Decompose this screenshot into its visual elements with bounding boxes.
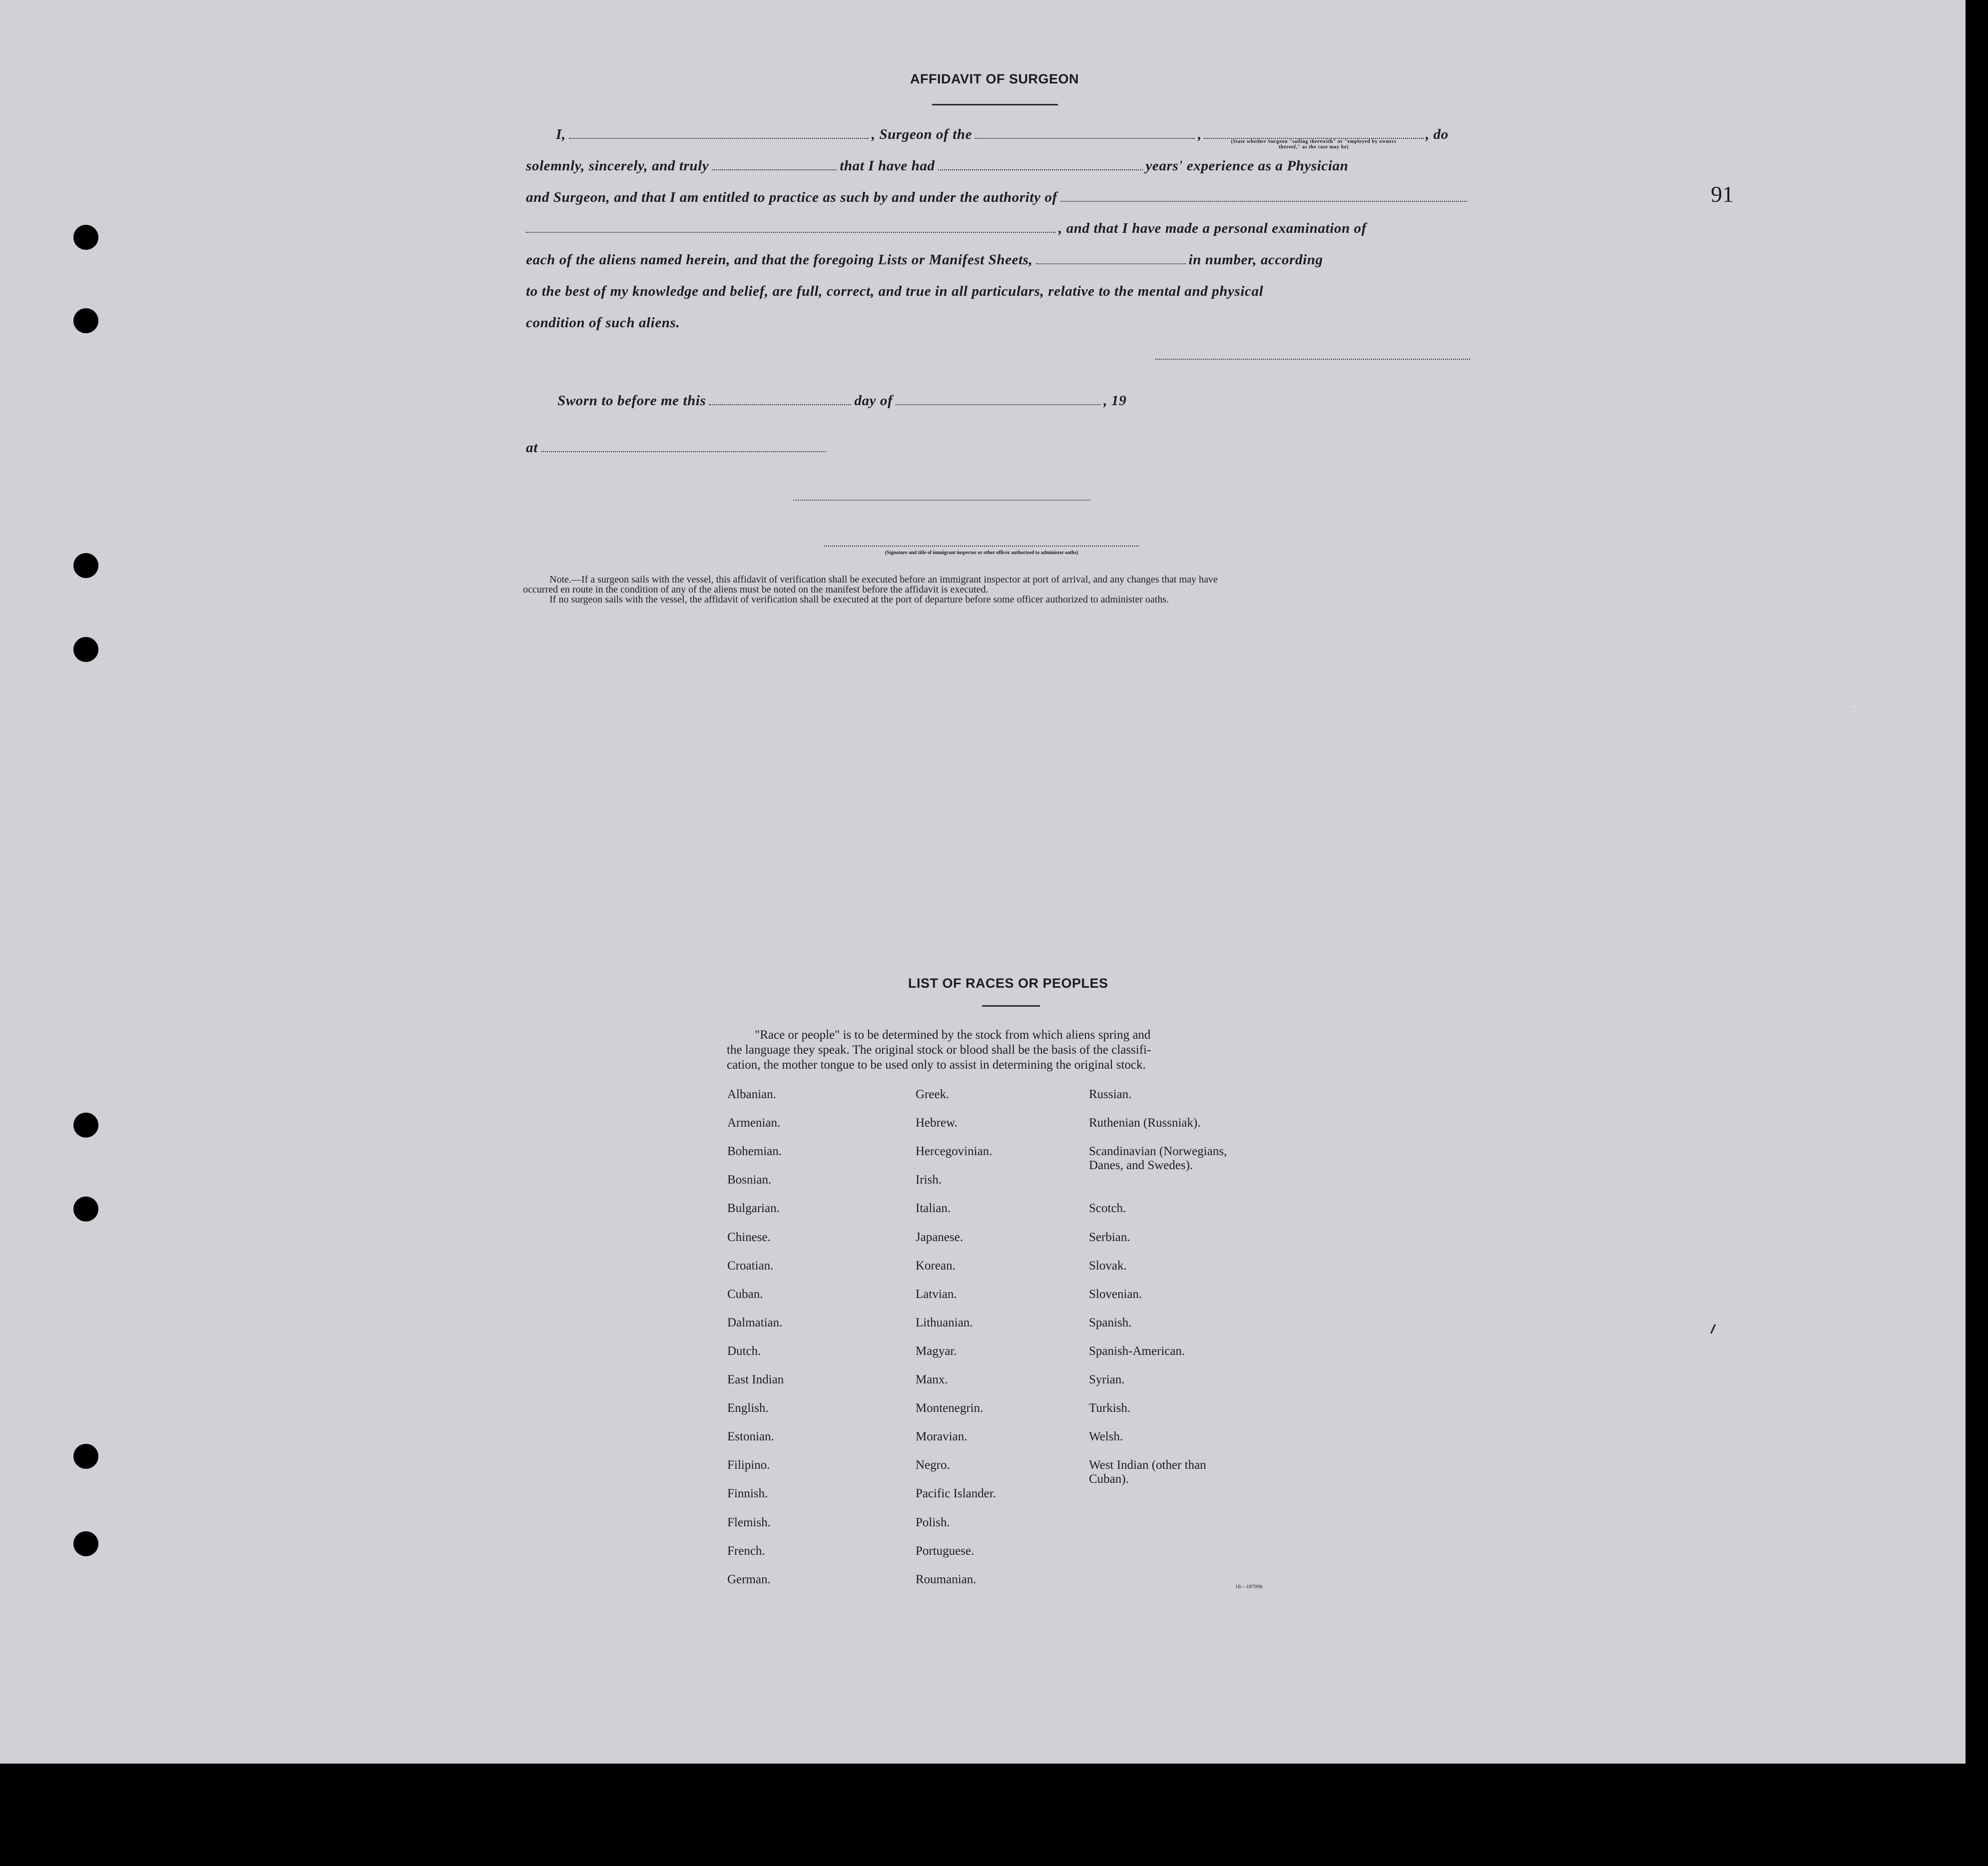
races-intro-line-2: the language they speak. The original stock or blood shall be the basis of the classifi- <box>727 1043 1151 1057</box>
years-blank <box>938 165 1143 170</box>
race-item: English. <box>727 1401 769 1415</box>
note-line-1: Note.—If a surgeon sails with the vessel, this affidavit of verification shall be executed before an immigrant inspector at port of arrival, and any changes that may have <box>549 574 1218 585</box>
binder-hole <box>73 1444 98 1469</box>
affidavit-line-1 <box>526 126 1470 148</box>
note-line-2: occurred en route in the condition of any of the aliens must be noted on the manifest before the affidavit is executed. <box>523 584 989 595</box>
race-item: Pacific Islander. <box>916 1487 996 1500</box>
race-item: Scotch. <box>1089 1202 1126 1215</box>
race-item: Syrian. <box>1089 1373 1125 1386</box>
surgeon-signature-line <box>1155 359 1470 360</box>
month-blank <box>896 400 1100 405</box>
sheets-count-blank <box>1036 259 1186 264</box>
officer-signature-line <box>793 500 1090 501</box>
affidavit-text: condition of such aliens. <box>526 315 680 331</box>
race-item: Filipino. <box>727 1458 770 1472</box>
affidavit-line-7 <box>526 315 1470 337</box>
sworn-line <box>526 393 1225 415</box>
affidavit-line-5 <box>526 252 1470 274</box>
oath-blank <box>712 165 837 170</box>
race-item: Cuban. <box>727 1287 763 1301</box>
signature-caption: (Signature and title of immigrant inspector or other officer authorized to administer oaths) <box>885 550 1078 556</box>
race-item: Greek. <box>916 1088 950 1101</box>
race-item: Hebrew. <box>916 1116 958 1130</box>
race-item: Slovenian. <box>1089 1287 1142 1301</box>
race-item: Finnish. <box>727 1487 768 1500</box>
binder-hole <box>73 1113 98 1138</box>
officer-title-line <box>824 546 1139 547</box>
status-blank-line <box>1204 134 1424 139</box>
page-number: 91 <box>1711 181 1734 207</box>
affidavit-text: at <box>526 440 538 456</box>
race-item: Moravian. <box>916 1430 968 1443</box>
race-item: Armenian. <box>727 1116 781 1130</box>
race-item: Spanish-American. <box>1089 1344 1185 1358</box>
affidavit-text: , Surgeon of the <box>871 126 973 142</box>
affidavit-line-6 <box>526 283 1470 305</box>
stray-mark <box>1852 706 1857 707</box>
race-item: Hercegovinian. <box>916 1145 993 1158</box>
name-blank <box>569 134 869 139</box>
affidavit-text: I, <box>556 126 566 142</box>
race-item: Negro. <box>916 1458 950 1472</box>
status-note: (State whether Surgeon "sailing therewith" or "employed by owners thereof," as the case may be) <box>1231 139 1397 150</box>
affidavit-text: day of <box>854 393 893 409</box>
surgeon-status-blank <box>1204 134 1424 150</box>
affidavit-line-3 <box>526 189 1470 211</box>
affidavit-text: , <box>1198 126 1202 142</box>
title-underline <box>932 104 1058 105</box>
race-item: Serbian. <box>1089 1231 1130 1244</box>
place-blank <box>541 447 826 452</box>
race-item: Scandinavian (Norwegians, Danes, and Swedes). <box>1089 1145 1227 1172</box>
race-item: Croatian. <box>727 1259 774 1272</box>
races-title-underline <box>982 1005 1040 1007</box>
race-item: Dalmatian. <box>727 1316 783 1329</box>
authority-blank-2 <box>526 228 1055 233</box>
affidavit-line-4 <box>526 220 1470 242</box>
binder-hole <box>73 1197 98 1222</box>
race-item: Spanish. <box>1089 1316 1132 1329</box>
race-item: Latvian. <box>916 1287 957 1301</box>
race-item: Ruthenian (Russniak). <box>1089 1116 1201 1130</box>
affidavit-text: and Surgeon, and that I am entitled to practice as such by and under the authority of <box>526 189 1057 205</box>
authority-blank <box>1060 197 1467 202</box>
form-number: 16—18709b <box>1235 1584 1263 1590</box>
race-item: Bosnian. <box>727 1173 772 1187</box>
race-item: Albanian. <box>727 1088 776 1101</box>
affidavit-text: Sworn to before me this <box>557 393 706 409</box>
affidavit-text: years' experience as a Physician <box>1145 158 1349 174</box>
race-item: Bulgarian. <box>727 1202 780 1215</box>
races-title: LIST OF RACES OR PEOPLES <box>908 976 1108 991</box>
affidavit-text: , and that I have made a personal examination of <box>1058 220 1367 236</box>
race-item: Japanese. <box>916 1231 964 1244</box>
affidavit-text: solemnly, sincerely, and truly <box>526 158 709 174</box>
vessel-blank <box>975 134 1195 139</box>
race-item: Polish. <box>916 1516 950 1529</box>
at-line <box>526 440 876 462</box>
affidavit-text: that I have had <box>840 158 935 174</box>
race-item: French. <box>727 1544 765 1558</box>
race-item: Bohemian. <box>727 1145 782 1158</box>
race-item: Manx. <box>916 1373 948 1386</box>
race-item: Lithuanian. <box>916 1316 973 1329</box>
race-item: Korean. <box>916 1259 956 1272</box>
race-item: West Indian (other than Cuban). <box>1089 1458 1206 1486</box>
stray-mark <box>1710 1324 1716 1333</box>
race-item: Chinese. <box>727 1231 771 1244</box>
race-item: Montenegrin. <box>916 1401 984 1415</box>
race-item: East Indian <box>727 1373 784 1386</box>
race-item: Irish. <box>916 1173 942 1187</box>
binder-hole <box>73 308 98 333</box>
race-item: German. <box>727 1573 771 1586</box>
affidavit-text: in number, according <box>1188 252 1323 268</box>
race-item: Portuguese. <box>916 1544 975 1558</box>
race-item: Welsh. <box>1089 1430 1123 1443</box>
note-line-3: If no surgeon sails with the vessel, the affidavit of verification shall be executed at the port of departure before some officer authorized to administer oaths. <box>549 594 1169 605</box>
affidavit-line-2 <box>526 158 1470 180</box>
day-blank <box>709 400 851 405</box>
binder-hole <box>73 637 98 662</box>
race-item: Estonian. <box>727 1430 774 1443</box>
race-item: Flemish. <box>727 1516 771 1529</box>
races-intro-line-3: cation, the mother tongue to be used only to assist in determining the original stock. <box>727 1058 1146 1072</box>
race-item: Slovak. <box>1089 1259 1127 1272</box>
affidavit-text: each of the aliens named herein, and that the foregoing Lists or Manifest Sheets, <box>526 252 1033 268</box>
race-item: Roumanian. <box>916 1573 977 1586</box>
race-item: Dutch. <box>727 1344 761 1358</box>
affidavit-text: to the best of my knowledge and belief, are full, correct, and true in all particulars, relative to the mental and physical <box>526 283 1264 299</box>
affidavit-title: AFFIDAVIT OF SURGEON <box>910 71 1079 86</box>
affidavit-text: , do <box>1425 126 1449 142</box>
race-item: Russian. <box>1089 1088 1132 1101</box>
affidavit-text: , 19 <box>1103 393 1127 409</box>
race-item: Turkish. <box>1089 1401 1131 1415</box>
race-item: Magyar. <box>916 1344 957 1358</box>
binder-hole <box>73 1531 98 1556</box>
binder-hole <box>73 225 98 250</box>
binder-hole <box>73 553 98 578</box>
races-intro-line-1: "Race or people" is to be determined by the stock from which aliens spring and <box>755 1028 1151 1042</box>
race-item: Italian. <box>916 1202 951 1215</box>
